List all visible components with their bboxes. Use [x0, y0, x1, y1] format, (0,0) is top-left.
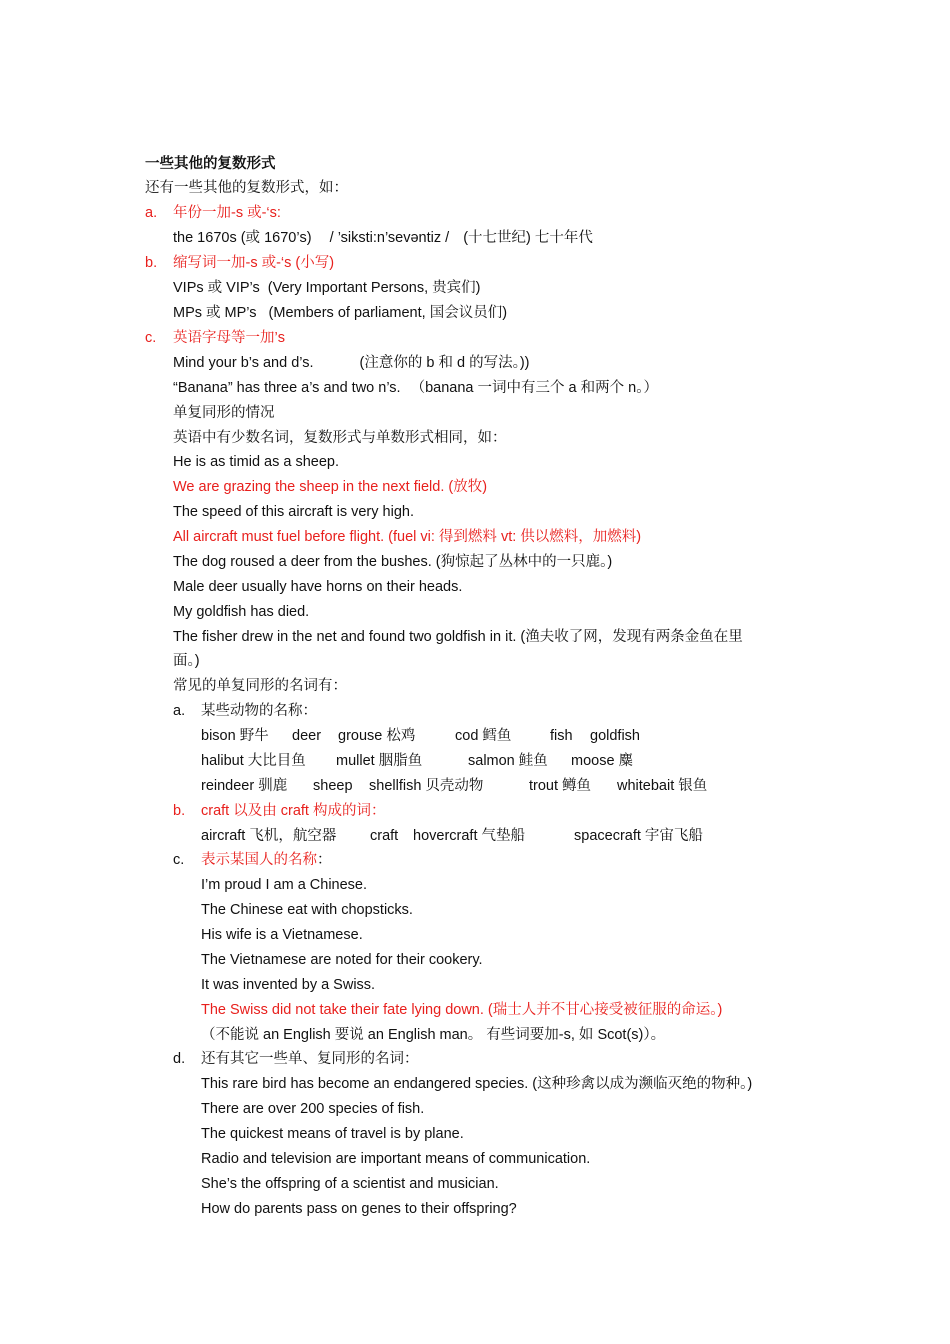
sub-c-heading-line	[201, 850, 332, 870]
note-text: （不能说 an English 要说 an English man。 有些词要加-s, 如 Scot(s)）。	[201, 1027, 666, 1043]
banana-example-cn: （banana 一词中有三个 a 和两个 n。）	[410, 380, 658, 396]
section-a-marker: a.	[145, 205, 158, 221]
page-title: 一些其他的复数形式	[145, 156, 276, 172]
animal-word: shellfish 贝壳动物	[369, 778, 484, 794]
example-sentence: The quickest means of travel is by plane.	[201, 1126, 464, 1142]
sub-b-heading: craft 以及由 craft 构成的词：	[201, 803, 386, 819]
section-c-heading: 英语字母等一加’s	[173, 330, 285, 346]
craft-word: spacecraft 宇宙飞船	[574, 828, 703, 844]
example-sentence: It was invented by a Swiss.	[201, 977, 376, 993]
example-sentence: The fisher drew in the net and found two goldfish in it. (渔夫收了网，发现有两条金鱼在里	[173, 629, 743, 645]
example-sentence: The Vietnamese are noted for their cookery.	[201, 952, 483, 968]
common-nouns-label: 常见的单复同形的名词有：	[173, 678, 347, 694]
animal-word: goldfish	[590, 728, 640, 744]
animal-word: moose 麋	[571, 753, 634, 769]
animal-word: cod 鳕鱼	[455, 728, 512, 744]
section-c-marker: c.	[145, 330, 157, 346]
section-c-line2	[173, 378, 658, 398]
animal-word: mullet 胭脂鱼	[336, 753, 423, 769]
example-sentence: The Swiss did not take their fate lying down. (瑞士人并不甘心接受被征服的命运。)	[201, 1002, 723, 1018]
animal-word: sheep	[313, 778, 353, 794]
craft-word: aircraft 飞机，航空器	[201, 828, 337, 844]
sub-c-marker: c.	[173, 852, 185, 868]
example-sentence: The speed of this aircraft is very high.	[173, 504, 414, 520]
section-b-heading: 缩写词一加-s 或-‘s (小写)	[173, 255, 335, 271]
example-sentence: My goldfish has died.	[173, 604, 310, 620]
example-sentence: The dog roused a deer from the bushes. (狗惊起了丛林中的一只鹿。)	[173, 554, 613, 570]
same-form-title: 单复同形的情况	[173, 405, 275, 421]
example-sentence: There are over 200 species of fish.	[201, 1101, 425, 1117]
animal-word: halibut 大比目鱼	[201, 753, 306, 769]
sub-c-colon: ：	[317, 852, 332, 868]
intro-text: 还有一些其他的复数形式，如：	[145, 180, 348, 196]
example-sentence: 面。)	[173, 653, 200, 669]
example-ipa: / ’siksti:n’sevəntiz /	[329, 230, 450, 246]
craft-word: hovercraft 气垫船	[413, 828, 525, 844]
same-form-intro: 英语中有少数名词，复数形式与单数形式相同，如：	[173, 430, 507, 446]
abbr-mp-meaning: (Members of parliament, 国会议员们)	[268, 305, 508, 321]
section-b-marker: b.	[145, 255, 158, 271]
example-sentence: His wife is a Vietnamese.	[201, 927, 363, 943]
example-sentence: Male deer usually have horns on their heads.	[173, 579, 463, 595]
sub-a-marker: a.	[173, 703, 186, 719]
example-sentence: The Chinese eat with chopsticks.	[201, 902, 413, 918]
example-en: the 1670s (或 1670’s)	[173, 230, 312, 246]
animal-word: whitebait 银鱼	[617, 778, 708, 794]
animal-word: fish	[550, 728, 573, 744]
sub-b-marker: b.	[173, 803, 186, 819]
sub-d-heading: 还有其它一些单、复同形的名词：	[201, 1051, 419, 1067]
example-cn: (十七世纪) 七十年代	[463, 230, 593, 246]
abbr-vip: VIPs 或 VIP’s	[173, 280, 260, 296]
example-sentence: He is as timid as a sheep.	[173, 454, 340, 470]
section-a-example	[173, 228, 593, 248]
sub-a-heading: 某些动物的名称：	[201, 703, 317, 719]
animal-word: salmon 鲑鱼	[468, 753, 548, 769]
banana-example-en: “Banana” has three a’s and two n’s.	[173, 380, 401, 396]
example-sentence: Radio and television are important means of communication.	[201, 1151, 591, 1167]
example-sentence: She’s the offspring of a scientist and musician.	[201, 1176, 499, 1192]
section-b-line2	[173, 303, 507, 323]
example-sentence: We are grazing the sheep in the next field. (放牧)	[173, 479, 488, 495]
sub-d-marker: d.	[173, 1051, 186, 1067]
example-sentence: How do parents pass on genes to their offspring?	[201, 1201, 517, 1217]
example-sentence: All aircraft must fuel before flight. (fuel vi: 得到燃料 vt: 供以燃料，加燃料)	[173, 529, 642, 545]
section-c-line1	[173, 353, 530, 373]
abbr-vip-meaning: (Very Important Persons, 贵宾们)	[267, 280, 481, 296]
craft-word: craft	[370, 828, 399, 844]
abbr-mp: MPs 或 MP’s	[173, 305, 257, 321]
animal-word: deer	[292, 728, 322, 744]
section-a-heading: 年份一加-s 或-‘s:	[173, 205, 281, 221]
letters-example-en: Mind your b’s and d’s.	[173, 355, 314, 371]
example-sentence: I’m proud I am a Chinese.	[201, 877, 368, 893]
letters-example-cn: (注意你的 b 和 d 的写法。))	[359, 355, 530, 371]
animal-word: trout 鳟鱼	[529, 778, 592, 794]
animal-word: reindeer 驯鹿	[201, 778, 288, 794]
animal-word: grouse 松鸡	[338, 728, 416, 744]
example-sentence: This rare bird has become an endangered species. (这种珍禽以成为濒临灭绝的物种。)	[201, 1076, 753, 1092]
sub-c-heading: 表示某国人的名称	[201, 852, 317, 868]
animal-word: bison 野牛	[201, 728, 269, 744]
section-b-line1	[173, 278, 481, 298]
